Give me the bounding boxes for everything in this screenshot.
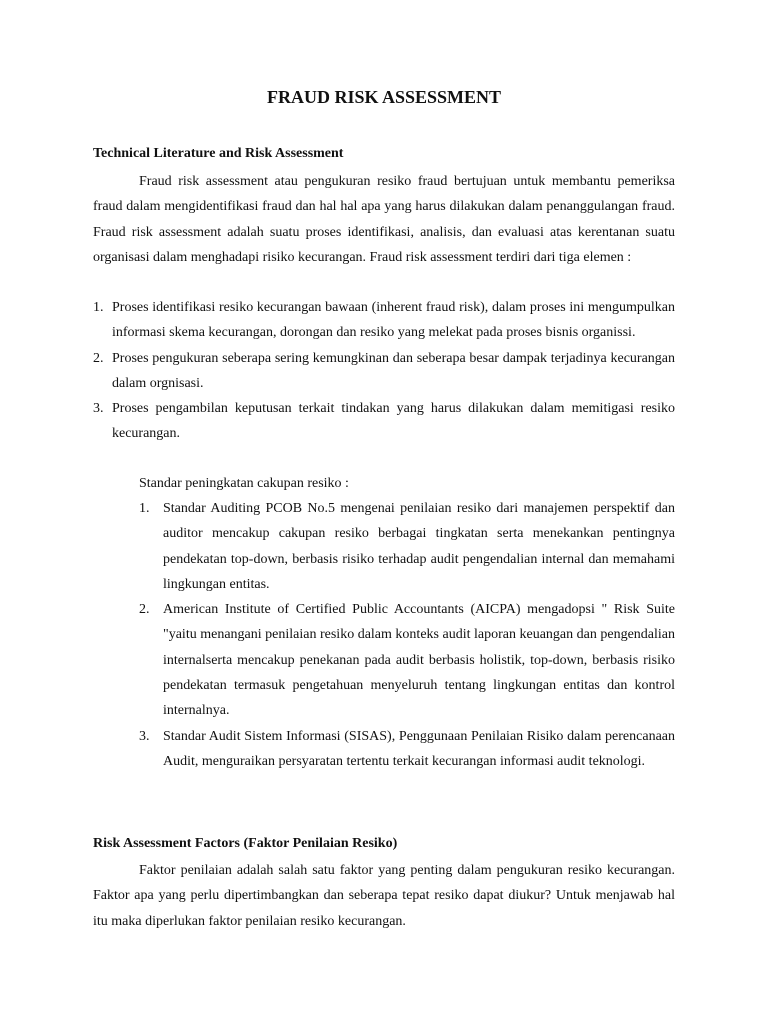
list-item-number: 3. (93, 401, 104, 417)
standards-list (139, 496, 675, 774)
page-title: FRAUD RISK ASSESSMENT (266, 87, 502, 107)
list-item-number: 2. (139, 602, 150, 618)
list-item-number: 1. (93, 300, 104, 315)
list-item-text: Proses identifikasi resiko kecurangan bawaan (inherent fraud risk), dalam proses ini mengumpulkan informasi skema kecurangan, dorongan dan resiko yang melekat pada proses bisnis organissi. (112, 300, 675, 341)
list-item-text: American Institute of Certified Public Accountants (AICPA) mengadopsi " Risk Suite "yaitu menangani penilaian resiko dalam konteks audit laporan keuangan dan pengendalian internalserta mencakup penekanan pada audit berbasis holistik, top-down, berbasis risiko pendekatan termasuk pengetahuan menyeluruh tentang lingkungan entitas dan kontrol internalnya. (163, 602, 675, 719)
list-item (93, 295, 675, 346)
list-item (93, 346, 675, 397)
standards-intro: Standar peningkatan cakupan resiko : (139, 476, 349, 491)
risk-factors-paragraph: Faktor penilaian adalah salah satu faktor yang penting dalam pengukuran resiko kecurangan. Faktor apa yang perlu dipertimbangkan dan seberapa tepat resiko dapat diukur? Untuk menjawab hal itu maka diperlukan faktor penilaian resiko kecurangan. (93, 863, 675, 929)
elements-list (93, 295, 675, 447)
list-item (93, 396, 675, 447)
list-item (139, 597, 675, 723)
list-item (139, 724, 675, 775)
list-item-text: Standar Auditing PCOB No.5 mengenai penilaian resiko dari manajemen perspektif dan auditor mencakup cakupan resiko berbagai tingkatan serta menekankan pentingnya pendekatan top-down, berbasis risiko terhadap audit pengendalian internal dan memahami lingkungan entitas. (163, 501, 675, 592)
list-item-text: Proses pengambilan keputusan terkait tindakan yang harus dilakukan dalam memitigasi resiko kecurangan. (112, 401, 675, 442)
list-item (139, 496, 675, 597)
list-item-text: Standar Audit Sistem Informasi (SISAS), Penggunaan Penilaian Risiko dalam perencanaan Audit, menguraikan persyaratan tertentu terkait kecurangan informasi audit teknologi. (163, 728, 675, 769)
list-item-text: Proses pengukuran seberapa sering kemungkinan dan seberapa besar dampak terjadinya kecurangan dalam orgnisasi. (112, 350, 675, 391)
intro-paragraph: Fraud risk assessment atau pengukuran resiko fraud bertujuan untuk membantu pemeriksa fraud dalam mengidentifikasi fraud dan hal hal apa yang harus dilakukan dalam penanggulangan fraud. Fraud risk assessment adalah suatu proses identifikasi, analisis, dan evaluasi atas kerentanan suatu organisasi dalam menghadapi risiko kecurangan. Fraud risk assessment terdiri dari tiga elemen : (93, 174, 675, 265)
section-heading-technical-literature: Technical Literature and Risk Assessment (93, 146, 344, 161)
section-heading-risk-factors: Risk Assessment Factors (Faktor Penilaian Resiko) (93, 836, 398, 851)
list-item-number: 1. (139, 501, 150, 516)
list-item-number: 3. (139, 728, 150, 744)
list-item-number: 2. (93, 350, 104, 366)
